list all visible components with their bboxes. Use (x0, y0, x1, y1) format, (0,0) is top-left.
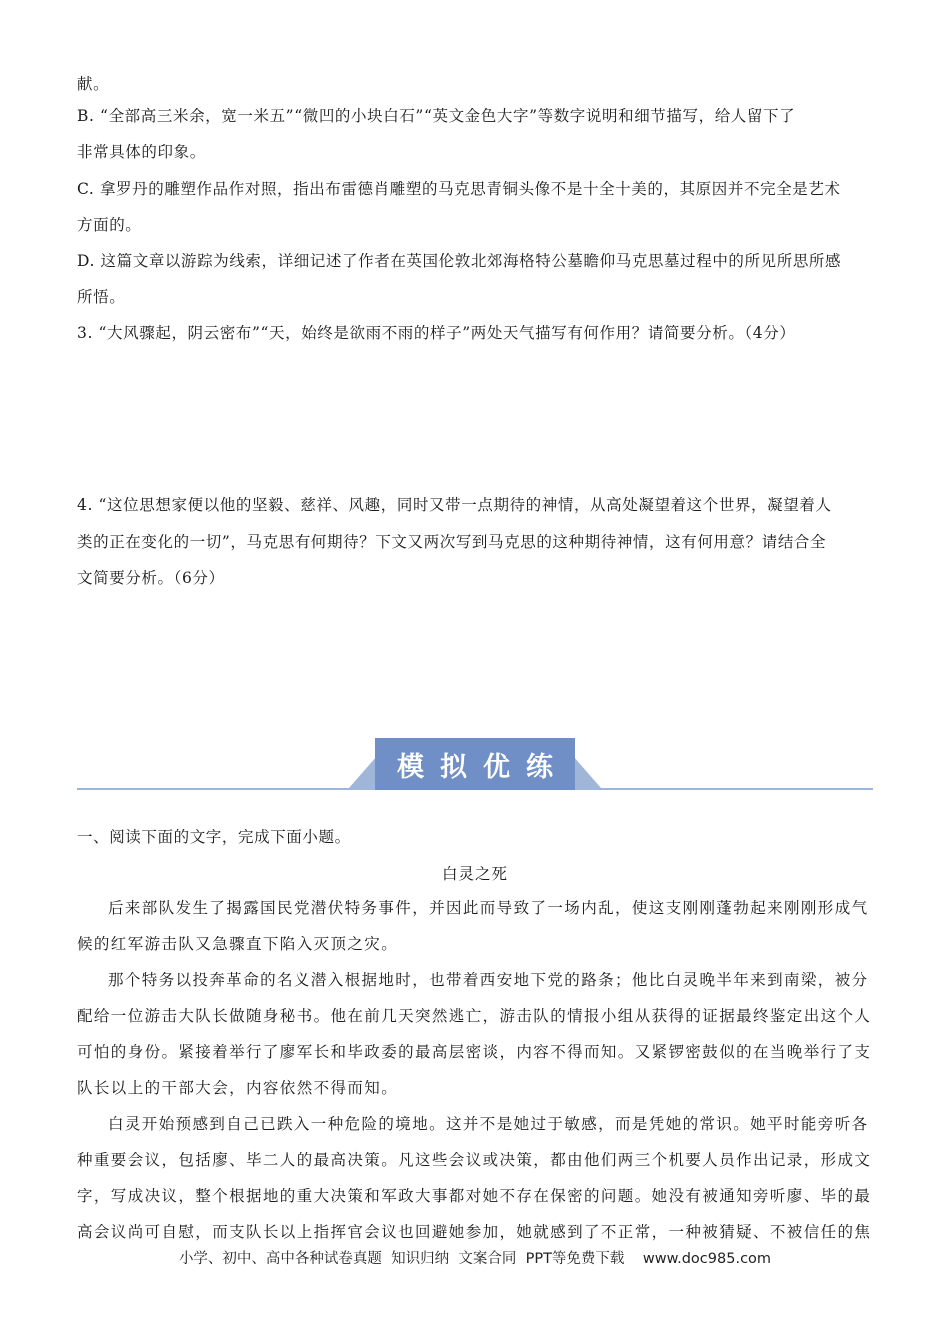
footer-text: 小学、初中、高中各种试卷真题 知识归纳 文案合同 PPT等免费下载 (178, 1251, 625, 1267)
option-b-line: B. “全部高三米余，宽一米五”“微凹的小块白石”“英文金色大字”等数字说明和细节描写，给人留下了 (77, 107, 796, 125)
option-d-line: D. 这篇文章以游踪为线索，详细记述了作者在英国伦敦北郊海格特公墓瞻仰马克思墓过程中的所见所思所感 (77, 252, 842, 270)
option-line: 非常具体的印象。 (77, 143, 206, 161)
article-paragraph: 白灵开始预感到自己已跌入一种危险的境地。这并不是她过于敏感，而是凭她的常识。她平时能旁听各种重要会议，包括廖、毕二人的最高决策。凡这些会议或决策，都由他们两三个机要人员作出记录，形成文字，写成决议，整个根据地的重大决策和军政大事都对她不存在保密的问题。她没有被通知旁听廖、毕的最高会议尚可自慰，而支队长以上指挥官会议也回避她参加，她就感到了不正常，一种被猜疑、不被信任的焦 (77, 1115, 872, 1241)
article-paragraph: 那个特务以投奔革命的名义潜入根据地时，也带着西安地下党的路条；他比白灵晚半年来到南梁，被分配给一位游击大队长做随身秘书。他在前几天突然逃亡，游击队的情报小组从获得的证据最终鉴定出这个人可怕的身份。紧接着举行了廖军长和毕政委的最高层密谈，内容不得而知。又紧锣密鼓似的在当晚举行了支队长以上的干部大会，内容依然不得而知。 (77, 971, 872, 1097)
section-heading: 一、阅读下面的文字，完成下面小题。 (77, 828, 351, 846)
question-4-line: 文简要分析。（6分） (77, 569, 225, 587)
footer-url[interactable]: www.doc985.com (642, 1251, 772, 1267)
option-line: 方面的。 (77, 216, 142, 234)
option-c-line: C. 拿罗丹的雕塑作品作对照，指出布雷德肖雕塑的马克思青铜头像不是十全十美的，其原因并不完全是艺术 (77, 180, 841, 198)
banner-left-wing (349, 756, 377, 788)
question-4-line: 4. “这位思想家便以他的坚毅、慈祥、风趣，同时又带一点期待的神情，从高处凝望着这个世界，凝望着人 (77, 496, 832, 514)
article-paragraph: 后来部队发生了揭露国民党潜伏特务事件，并因此而导致了一场内乱，使这支刚刚蓬勃起来刚刚形成气候的红军游击队又急骤直下陷入灭顶之灾。 (77, 899, 869, 953)
page-footer (0, 1247, 950, 1268)
banner-box (375, 738, 575, 790)
option-line: 所悟。 (77, 288, 126, 306)
question-4-line: 类的正在变化的一切”，马克思有何期待？下文又两次写到马克思的这种期待神情，这有何用意？请结合全 (77, 533, 827, 551)
question-3: 3. “大风骤起，阴云密布”“天，始终是欲雨不雨的样子”两处天气描写有何作用？请简要分析。（4分） (77, 324, 796, 342)
article-body (77, 890, 873, 1250)
section-banner (77, 738, 873, 794)
article-title: 白灵之死 (441, 865, 508, 883)
option-line: 献。 (77, 75, 110, 93)
banner-title: 模拟优练 (397, 751, 569, 783)
banner-right-wing (573, 756, 601, 788)
